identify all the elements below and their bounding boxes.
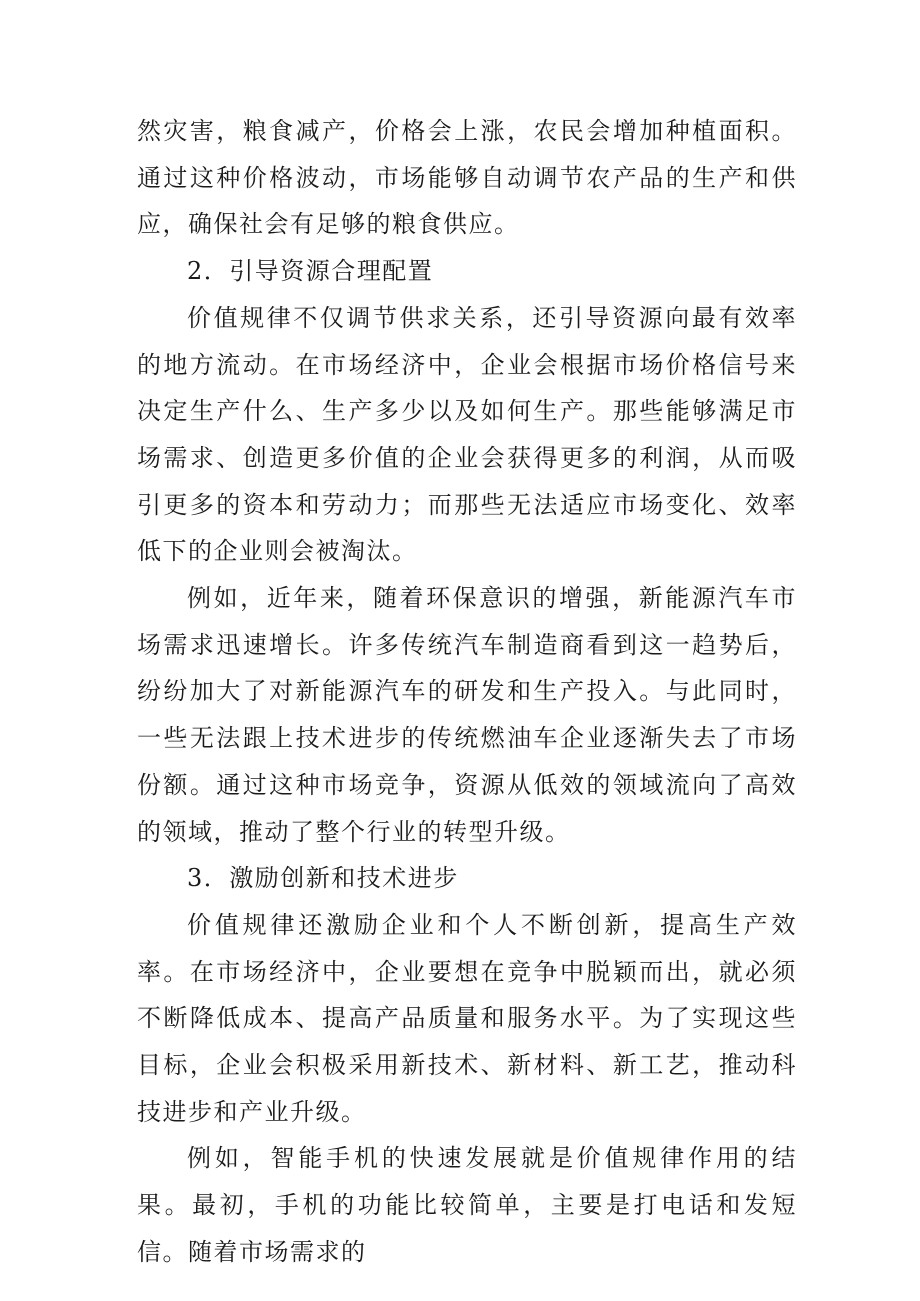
document-body bbox=[137, 108, 797, 1276]
body-paragraph-4: 价值规律还激励企业和个人不断创新，提高生产效率。在市场经济中，企业要想在竞争中脱颖而出，就必须不断降低成本、提高产品质量和服务水平。为了实现这些目标，企业会积极采用新技术、新材料、新工艺，推动科技进步和产业升级。 bbox=[137, 910, 797, 1126]
body-paragraph-5: 例如，智能手机的快速发展就是价值规律作用的结果。最初，手机的功能比较简单，主要是打电话和发短信。随着市场需求的 bbox=[137, 1144, 797, 1266]
body-paragraph-2: 价值规律不仅调节供求关系，还引导资源向最有效率的地方流动。在市场经济中，企业会根据市场价格信号来决定生产什么、生产多少以及如何生产。那些能够满足市场需求、创造更多价值的企业会获得更多的利润，从而吸引更多的资本和劳动力；而那些无法适应市场变化、效率低下的企业则会被淘汰。 bbox=[137, 303, 797, 566]
body-paragraph-1: 然灾害，粮食减产，价格会上涨，农民会增加种植面积。通过这种价格波动，市场能够自动调节农产品的生产和供应，确保社会有足够的粮食供应。 bbox=[137, 117, 797, 239]
section-heading-3: 3．激励创新和技术进步 bbox=[187, 864, 459, 893]
section-heading-2: 2．引导资源合理配置 bbox=[187, 257, 434, 286]
body-paragraph-3: 例如，近年来，随着环保意识的增强，新能源汽车市场需求迅速增长。许多传统汽车制造商看到这一趋势后，纷纷加大了对新能源汽车的研发和生产投入。与此同时，一些无法跟上技术进步的传统燃油车企业逐渐失去了市场份额。通过这种市场竞争，资源从低效的领域流向了高效的领域，推动了整个行业的转型升级。 bbox=[137, 584, 797, 846]
